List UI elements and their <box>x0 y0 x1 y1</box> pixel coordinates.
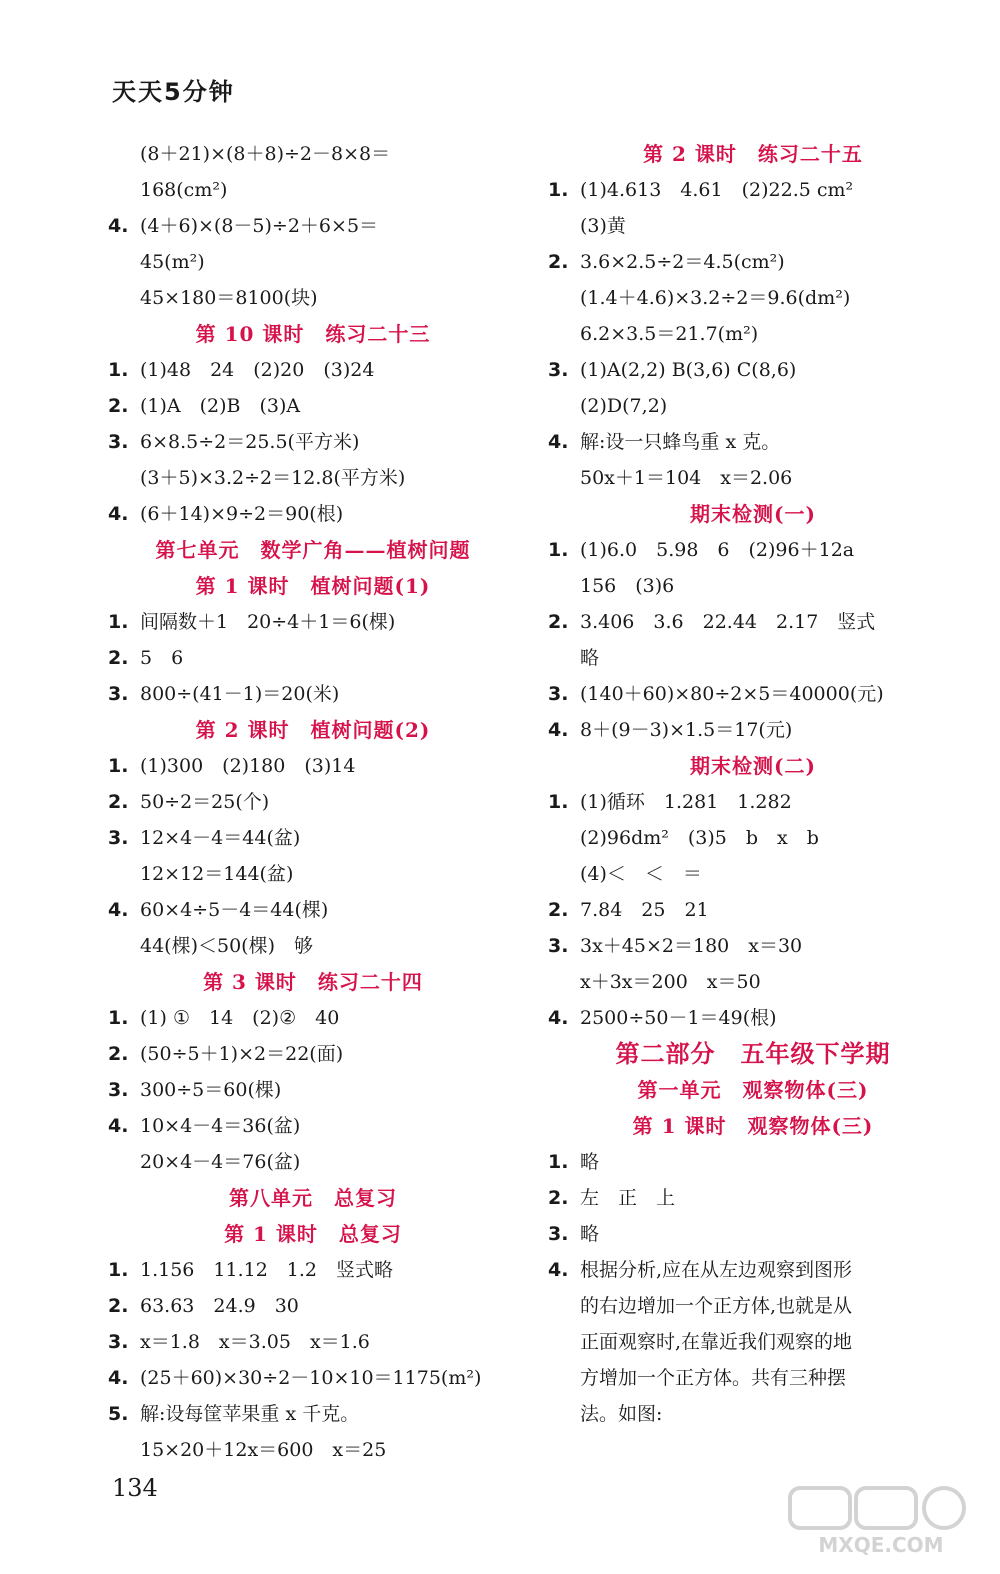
item-number: 3. <box>108 683 129 705</box>
item-number: 3. <box>548 359 569 381</box>
item-text: 7.84 25 21 <box>580 899 709 921</box>
answer-item <box>108 1324 518 1360</box>
item-number: 4. <box>548 719 569 741</box>
item-text: 50÷2＝25(个) <box>140 791 270 813</box>
answer-item <box>548 676 958 712</box>
answer-continuation: (2)96dm² (3)5 b x b <box>580 827 819 849</box>
section-heading: 第 1 课时 植树问题(1) <box>195 574 431 598</box>
answer-continuation: 法。如图: <box>580 1403 663 1425</box>
item-number: 3. <box>548 935 569 957</box>
answer-item <box>548 892 958 928</box>
item-text: 3.6×2.5÷2＝4.5(cm²) <box>580 251 785 273</box>
item-text: (50÷5＋1)×2＝22(面) <box>140 1043 344 1065</box>
item-number: 3. <box>108 431 129 453</box>
answer-item <box>548 244 958 280</box>
answer-item <box>108 1288 518 1324</box>
section-heading: 第 2 课时 练习二十五 <box>643 142 863 166</box>
item-text: (4＋6)×(8－5)÷2＋6×5＝ <box>140 215 379 237</box>
item-text: 解:设一只蜂鸟重 x 克。 <box>580 431 781 453</box>
answer-item <box>108 1072 518 1108</box>
answer-item <box>548 1252 958 1288</box>
item-text: 间隔数＋1 20÷4＋1＝6(棵) <box>140 611 396 633</box>
answer-item <box>108 676 518 712</box>
item-number: 3. <box>108 827 129 849</box>
item-number: 4. <box>548 1007 569 1029</box>
item-number: 1. <box>548 179 569 201</box>
item-text: (6＋14)×9÷2＝90(根) <box>140 503 344 525</box>
item-text: 63.63 24.9 30 <box>140 1295 299 1317</box>
item-text: (1)A (2)B (3)A <box>140 395 301 417</box>
item-number: 3. <box>548 1223 569 1245</box>
item-number: 1. <box>108 1007 129 1029</box>
answer-item <box>548 604 958 640</box>
answer-continuation: 12×12＝144(盆) <box>140 863 294 885</box>
answer-item <box>108 784 518 820</box>
answer-item <box>548 784 958 820</box>
section-heading: 第 3 课时 练习二十四 <box>203 970 423 994</box>
item-number: 2. <box>108 1043 129 1065</box>
item-text: 8＋(9－3)×1.5＝17(元) <box>580 719 793 741</box>
item-text: 3.406 3.6 22.44 2.17 竖式 <box>580 611 876 633</box>
answer-item <box>548 532 958 568</box>
answer-item <box>548 712 958 748</box>
item-number: 1. <box>548 791 569 813</box>
item-text: 6×8.5÷2＝25.5(平方米) <box>140 431 360 453</box>
item-number: 1. <box>108 359 129 381</box>
answer-item <box>108 892 518 928</box>
item-text: 根据分析,应在从左边观察到图形 <box>580 1259 853 1281</box>
answer-item <box>548 1216 958 1252</box>
answer-item <box>548 1000 958 1036</box>
answer-continuation: 方增加一个正方体。共有三种摆 <box>580 1367 847 1389</box>
item-text: (1)48 24 (2)20 (3)24 <box>140 359 375 381</box>
watermark-text: MXQE.COM <box>818 1533 944 1557</box>
section-heading: 第八单元 总复习 <box>229 1186 397 1210</box>
answer-item <box>108 1108 518 1144</box>
item-text: 300÷5＝60(棵) <box>140 1079 282 1101</box>
item-text: 3x＋45×2＝180 x＝30 <box>580 935 803 957</box>
item-text: 略 <box>580 1151 600 1173</box>
item-text: 800÷(41－1)＝20(米) <box>140 683 340 705</box>
answer-item <box>108 352 518 388</box>
answer-continuation: 的右边增加一个正方体,也就是从 <box>580 1295 853 1317</box>
answer-item <box>108 388 518 424</box>
answer-continuation: 50x＋1＝104 x＝2.06 <box>580 467 793 489</box>
item-number: 2. <box>108 647 129 669</box>
answer-item <box>108 1252 518 1288</box>
item-text: 60×4÷5－4＝44(棵) <box>140 899 329 921</box>
item-text: 略 <box>580 1223 600 1245</box>
section-heading: 第七单元 数学广角——植树问题 <box>155 538 471 562</box>
watermark-logo-icon <box>786 1484 976 1558</box>
item-text: (1)4.613 4.61 (2)22.5 cm² <box>580 179 854 201</box>
answer-continuation: 正面观察时,在靠近我们观察的地 <box>580 1331 853 1353</box>
item-number: 2. <box>108 395 129 417</box>
answer-item <box>548 1180 958 1216</box>
section-heading: 第 1 课时 观察物体(三) <box>632 1114 874 1138</box>
answer-item <box>108 1360 518 1396</box>
answer-continuation: x＋3x＝200 x＝50 <box>580 971 761 993</box>
answer-item <box>108 208 518 244</box>
answer-continuation: (4)＜ ＜ ＝ <box>580 863 702 885</box>
item-number: 1. <box>548 1151 569 1173</box>
item-text: 1.156 11.12 1.2 竖式略 <box>140 1259 394 1281</box>
item-text: (1)循环 1.281 1.282 <box>580 791 792 813</box>
answer-item <box>108 1396 518 1432</box>
answer-continuation: (8＋21)×(8＋8)÷2－8×8＝ <box>140 143 391 165</box>
section-heading: 第一单元 观察物体(三) <box>637 1078 869 1102</box>
item-text: 解:设每筐苹果重 x 千克。 <box>140 1403 360 1425</box>
item-text: (1)A(2,2) B(3,6) C(8,6) <box>580 359 797 381</box>
right-column <box>548 136 958 1432</box>
item-text: (1) ① 14 (2)② 40 <box>140 1007 340 1029</box>
answer-item <box>548 928 958 964</box>
answer-item <box>548 424 958 460</box>
item-text: 左 正 上 <box>580 1187 676 1209</box>
section-heading: 第 1 课时 总复习 <box>224 1222 402 1246</box>
answer-item <box>108 604 518 640</box>
section-heading: 期末检测(二) <box>690 754 816 778</box>
item-text: 10×4－4＝36(盆) <box>140 1115 301 1137</box>
section-heading: 第 2 课时 植树问题(2) <box>195 718 431 742</box>
item-number: 4. <box>108 1115 129 1137</box>
item-number: 4. <box>548 431 569 453</box>
item-number: 1. <box>108 1259 129 1281</box>
answer-item <box>108 424 518 460</box>
item-number: 4. <box>108 899 129 921</box>
answer-continuation: 略 <box>580 647 600 669</box>
item-number: 2. <box>548 1187 569 1209</box>
item-number: 2. <box>548 611 569 633</box>
item-number: 2. <box>108 791 129 813</box>
book-title-header: 天天5分钟 <box>112 78 235 106</box>
item-number: 3. <box>548 683 569 705</box>
section-heading: 期末检测(一) <box>690 502 816 526</box>
answer-item <box>548 172 958 208</box>
answer-continuation: 44(棵)＜50(棵) 够 <box>140 935 314 957</box>
answer-continuation: 15×20＋12x＝600 x＝25 <box>140 1439 387 1461</box>
answer-continuation: (1.4＋4.6)×3.2÷2＝9.6(dm²) <box>580 287 851 309</box>
item-text: x＝1.8 x＝3.05 x＝1.6 <box>140 1331 370 1353</box>
item-number: 1. <box>108 755 129 777</box>
section-heading: 第 10 课时 练习二十三 <box>195 322 431 346</box>
answer-item <box>108 1036 518 1072</box>
answer-item <box>108 1000 518 1036</box>
item-text: (1)6.0 5.98 6 (2)96＋12a <box>580 539 855 561</box>
answer-item <box>548 1144 958 1180</box>
answer-continuation: 168(cm²) <box>140 179 228 201</box>
item-number: 1. <box>548 539 569 561</box>
answer-continuation: 156 (3)6 <box>580 575 675 597</box>
item-number: 2. <box>108 1295 129 1317</box>
answer-item <box>108 748 518 784</box>
item-text: (140＋60)×80÷2×5＝40000(元) <box>580 683 884 705</box>
item-number: 1. <box>108 611 129 633</box>
item-text: 2500÷50－1＝49(根) <box>580 1007 777 1029</box>
answer-continuation: (3)黄 <box>580 215 626 237</box>
item-number: 2. <box>548 251 569 273</box>
answer-item <box>108 820 518 856</box>
item-number: 3. <box>108 1079 129 1101</box>
item-text: 12×4－4＝44(盆) <box>140 827 301 849</box>
item-number: 2. <box>548 899 569 921</box>
answer-continuation: (3＋5)×3.2÷2＝12.8(平方米) <box>140 467 406 489</box>
item-text: (1)300 (2)180 (3)14 <box>140 755 356 777</box>
item-number: 4. <box>548 1259 569 1281</box>
item-number: 4. <box>108 215 129 237</box>
item-text: (25＋60)×30÷2－10×10＝1175(m²) <box>140 1367 482 1389</box>
item-text: 5 6 <box>140 647 184 669</box>
answer-item <box>548 352 958 388</box>
item-number: 4. <box>108 1367 129 1389</box>
item-number: 5. <box>108 1403 129 1425</box>
answer-continuation: 45×180＝8100(块) <box>140 287 318 309</box>
section-heading: 第二部分 五年级下学期 <box>615 1039 891 1068</box>
item-number: 4. <box>108 503 129 525</box>
answer-continuation: 20×4－4＝76(盆) <box>140 1151 301 1173</box>
item-number: 3. <box>108 1331 129 1353</box>
left-column <box>108 136 518 1468</box>
answer-continuation: 45(m²) <box>140 251 205 273</box>
answer-continuation: (2)D(7,2) <box>580 395 668 417</box>
page-number: 134 <box>112 1474 158 1502</box>
answer-continuation: 6.2×3.5＝21.7(m²) <box>580 323 759 345</box>
answer-item <box>108 496 518 532</box>
answer-item <box>108 640 518 676</box>
